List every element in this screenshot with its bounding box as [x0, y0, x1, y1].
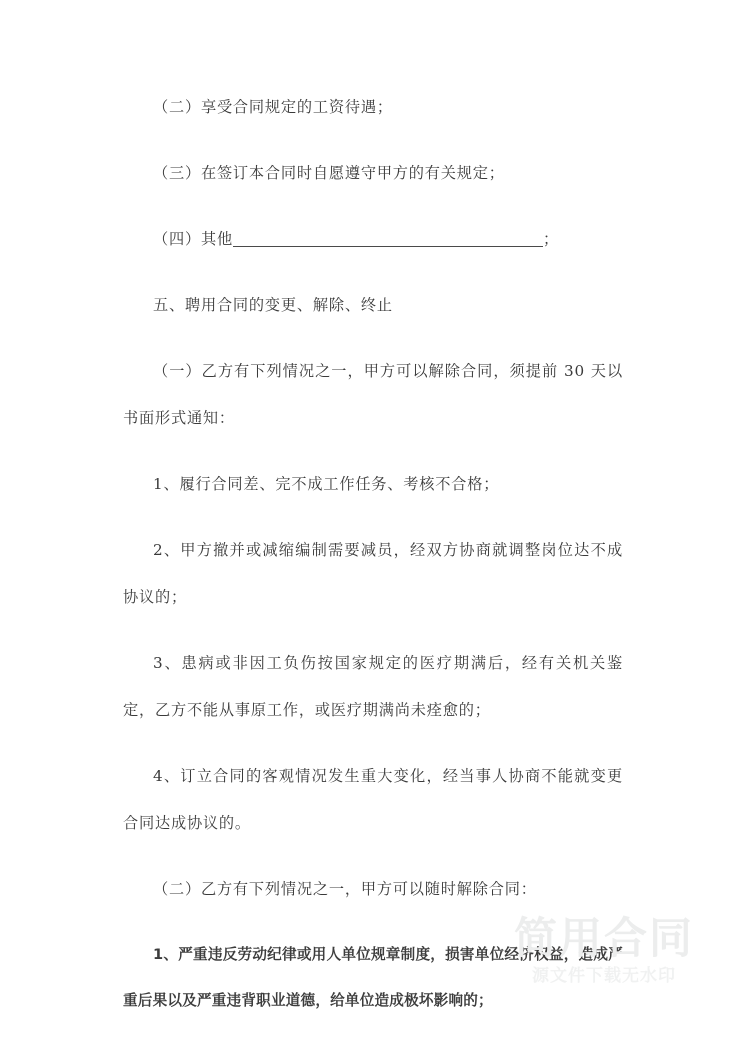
document-body [123, 84, 623, 1024]
paragraph-section-5-b: （二）乙方有下列情况之一，甲方可以随时解除合同： [153, 880, 537, 898]
paragraph-section-5-a-item-1: 1、履行合同差、完不成工作任务、考核不合格； [153, 475, 500, 493]
watermark-title: 简用合同 [514, 914, 694, 964]
paragraph-section-5-a-item-2: 2、甲方撤并或减缩编制需要减员，经双方协商就调整岗位达不成协议的； [123, 541, 623, 606]
paragraph-section-5-a: （一）乙方有下列情况之一，甲方可以解除合同，须提前 30 天以书面形式通知： [123, 362, 623, 427]
clause-4-label: （四）其他 [153, 230, 233, 248]
paragraph-clause-2: （二）享受合同规定的工资待遇； [153, 98, 393, 116]
paragraph-section-5-a-item-4: 4、订立合同的客观情况发生重大变化，经当事人协商不能就变更合同达成协议的。 [123, 767, 623, 832]
watermark-subtitle: 源文件下载无水印 [532, 966, 676, 986]
paragraph-clause-4 [123, 216, 623, 263]
fill-in-blank[interactable] [233, 246, 543, 247]
paragraph-clause-3: （三）在签订本合同时自愿遵守甲方的有关规定； [153, 164, 505, 182]
heading-section-5: 五、聘用合同的变更、解除、终止 [153, 296, 393, 314]
paragraph-section-5-a-item-3: 3、患病或非因工负伤按国家规定的医疗期满后，经有关机关鉴定，乙方不能从事原工作，或医疗期满尚未痊愈的； [123, 654, 623, 719]
clause-4-terminator: ； [542, 230, 559, 248]
paragraph-section-5-b-item-1: 1、严重违反劳动纪律或用人单位规章制度，损害单位经济权益，造成严重后果以及严重违背职业道德，给单位造成极坏影响的； [123, 946, 623, 1009]
